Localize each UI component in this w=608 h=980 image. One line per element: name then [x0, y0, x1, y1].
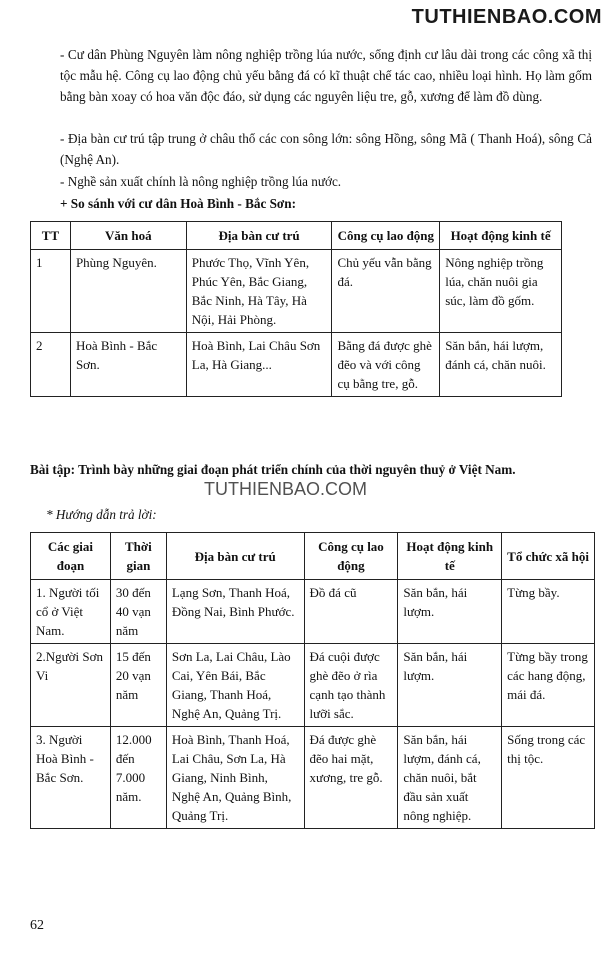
table-cell: 1. Người tối cổ ở Việt Nam. [31, 580, 111, 644]
table-cell: Đồ đá cũ [304, 580, 398, 644]
paragraph-nghe-san-xuat: - Nghề sản xuất chính là nông nghiệp trồng lúa nước. [60, 174, 342, 189]
table-cell: Từng bầy trong các hang động, mái đá. [502, 644, 595, 727]
table-cell: Hoà Bình, Lai Châu Sơn La, Hà Giang... [186, 333, 332, 397]
header-cell: Tổ chức xã hội [502, 533, 595, 580]
table-cell: Hoà Bình, Thanh Hoá, Lai Châu, Sơn La, Hà Giang, Ninh Bình, Nghệ An, Quảng Bình, Quảng Trị. [166, 727, 304, 829]
answer-guide-label: * Hướng dẫn trả lời: [46, 507, 157, 522]
table-cell: Đá cuội được ghè đẽo ở rìa cạnh tạo thành lưỡi sắc. [304, 644, 398, 727]
table-row [31, 250, 562, 333]
stages-table [30, 532, 595, 829]
table-cell: Đá được ghè đẽo hai mặt, xương, tre gỗ. [304, 727, 398, 829]
table-cell: Chủ yếu vẫn bằng đá. [332, 250, 440, 333]
watermark-top: TUTHIENBAO.COM [411, 6, 602, 28]
header-cell: Các giai đoạn [31, 533, 111, 580]
table-cell: Sơn La, Lai Châu, Lào Cai, Yên Bái, Bắc Giang, Thanh Hoá, Nghệ An, Quảng Trị. [166, 644, 304, 727]
table-cell: Phùng Nguyên. [70, 250, 186, 333]
header-cell: Công cụ lao động [332, 222, 440, 250]
header-cell: Địa bàn cư trú [186, 222, 332, 250]
header-cell: TT [31, 222, 71, 250]
table-cell: Phước Thọ, Vĩnh Yên, Phúc Yên, Bắc Giang, Bắc Ninh, Hà Tây, Hà Nội, Hải Phòng. [186, 250, 332, 333]
header-cell: Hoạt động kinh tế [440, 222, 562, 250]
table-cell: Săn bắn, hái lượm. [398, 580, 502, 644]
comparison-table [30, 221, 562, 397]
compare-heading: + So sánh với cư dân Hoà Bình - Bắc Sơn: [60, 196, 296, 211]
page-number: 62 [30, 918, 44, 933]
paragraph-dia-ban: - Địa bàn cư trú tập trung ở châu thổ các con sông lớn: sông Hồng, sông Mã ( Thanh Hoá), sông Cả (Nghệ An). [60, 131, 592, 167]
header-cell: Văn hoá [70, 222, 186, 250]
table-cell: Lạng Sơn, Thanh Hoá, Đồng Nai, Bình Phước. [166, 580, 304, 644]
table-header-row [31, 222, 562, 250]
paragraph-phung-nguyen: - Cư dân Phùng Nguyên làm nông nghiệp trồng lúa nước, sống định cư lâu dài trong các công xã thị tộc mẫu hệ. Công cụ lao động chủ yếu bằng đá có kĩ thuật chế tác cao, nhiều loại hình. Họ làm gốm bằng bàn xoay có hoa văn độc đáo, sử dụng các nguyên liệu tre, gỗ, xương để làm đồ dùng. [60, 47, 592, 104]
table-cell: 2.Người Sơn Vi [31, 644, 111, 727]
table-header-row [31, 533, 595, 580]
table-cell: 3. Người Hoà Bình - Bắc Sơn. [31, 727, 111, 829]
header-cell: Thời gian [110, 533, 166, 580]
header-cell: Công cụ lao động [304, 533, 398, 580]
table-row [31, 333, 562, 397]
table-row [31, 644, 595, 727]
table-cell: Hoà Bình - Bắc Sơn. [70, 333, 186, 397]
table-cell: Săn bắn, hái lượm, đánh cá, chăn nuôi, bắt đầu sản xuất nông nghiệp. [398, 727, 502, 829]
header-cell: Hoạt động kinh tế [398, 533, 502, 580]
table-cell: 30 đến 40 vạn năm [110, 580, 166, 644]
table-cell: 12.000 đến 7.000 năm. [110, 727, 166, 829]
table-cell: Săn bắn, hái lượm, đánh cá, chăn nuôi. [440, 333, 562, 397]
table-cell: 15 đến 20 vạn năm [110, 644, 166, 727]
table-cell: Từng bầy. [502, 580, 595, 644]
table-cell: 1 [31, 250, 71, 333]
table-cell: 2 [31, 333, 71, 397]
exercise-title: Bài tập: Trình bày những giai đoạn phát triển chính của thời nguyên thuỷ ở Việt Nam. [30, 462, 516, 477]
table-cell: Sống trong các thị tộc. [502, 727, 595, 829]
table-row [31, 727, 595, 829]
table-row [31, 580, 595, 644]
table-cell: Nông nghiệp trồng lúa, chăn nuôi gia súc, làm đồ gốm. [440, 250, 562, 333]
table-cell: Bằng đá được ghè đẽo và với công cụ bằng tre, gỗ. [332, 333, 440, 397]
header-cell: Địa bàn cư trú [166, 533, 304, 580]
watermark-middle: TUTHIENBAO.COM [204, 479, 368, 499]
table-cell: Săn bắn, hái lượm. [398, 644, 502, 727]
